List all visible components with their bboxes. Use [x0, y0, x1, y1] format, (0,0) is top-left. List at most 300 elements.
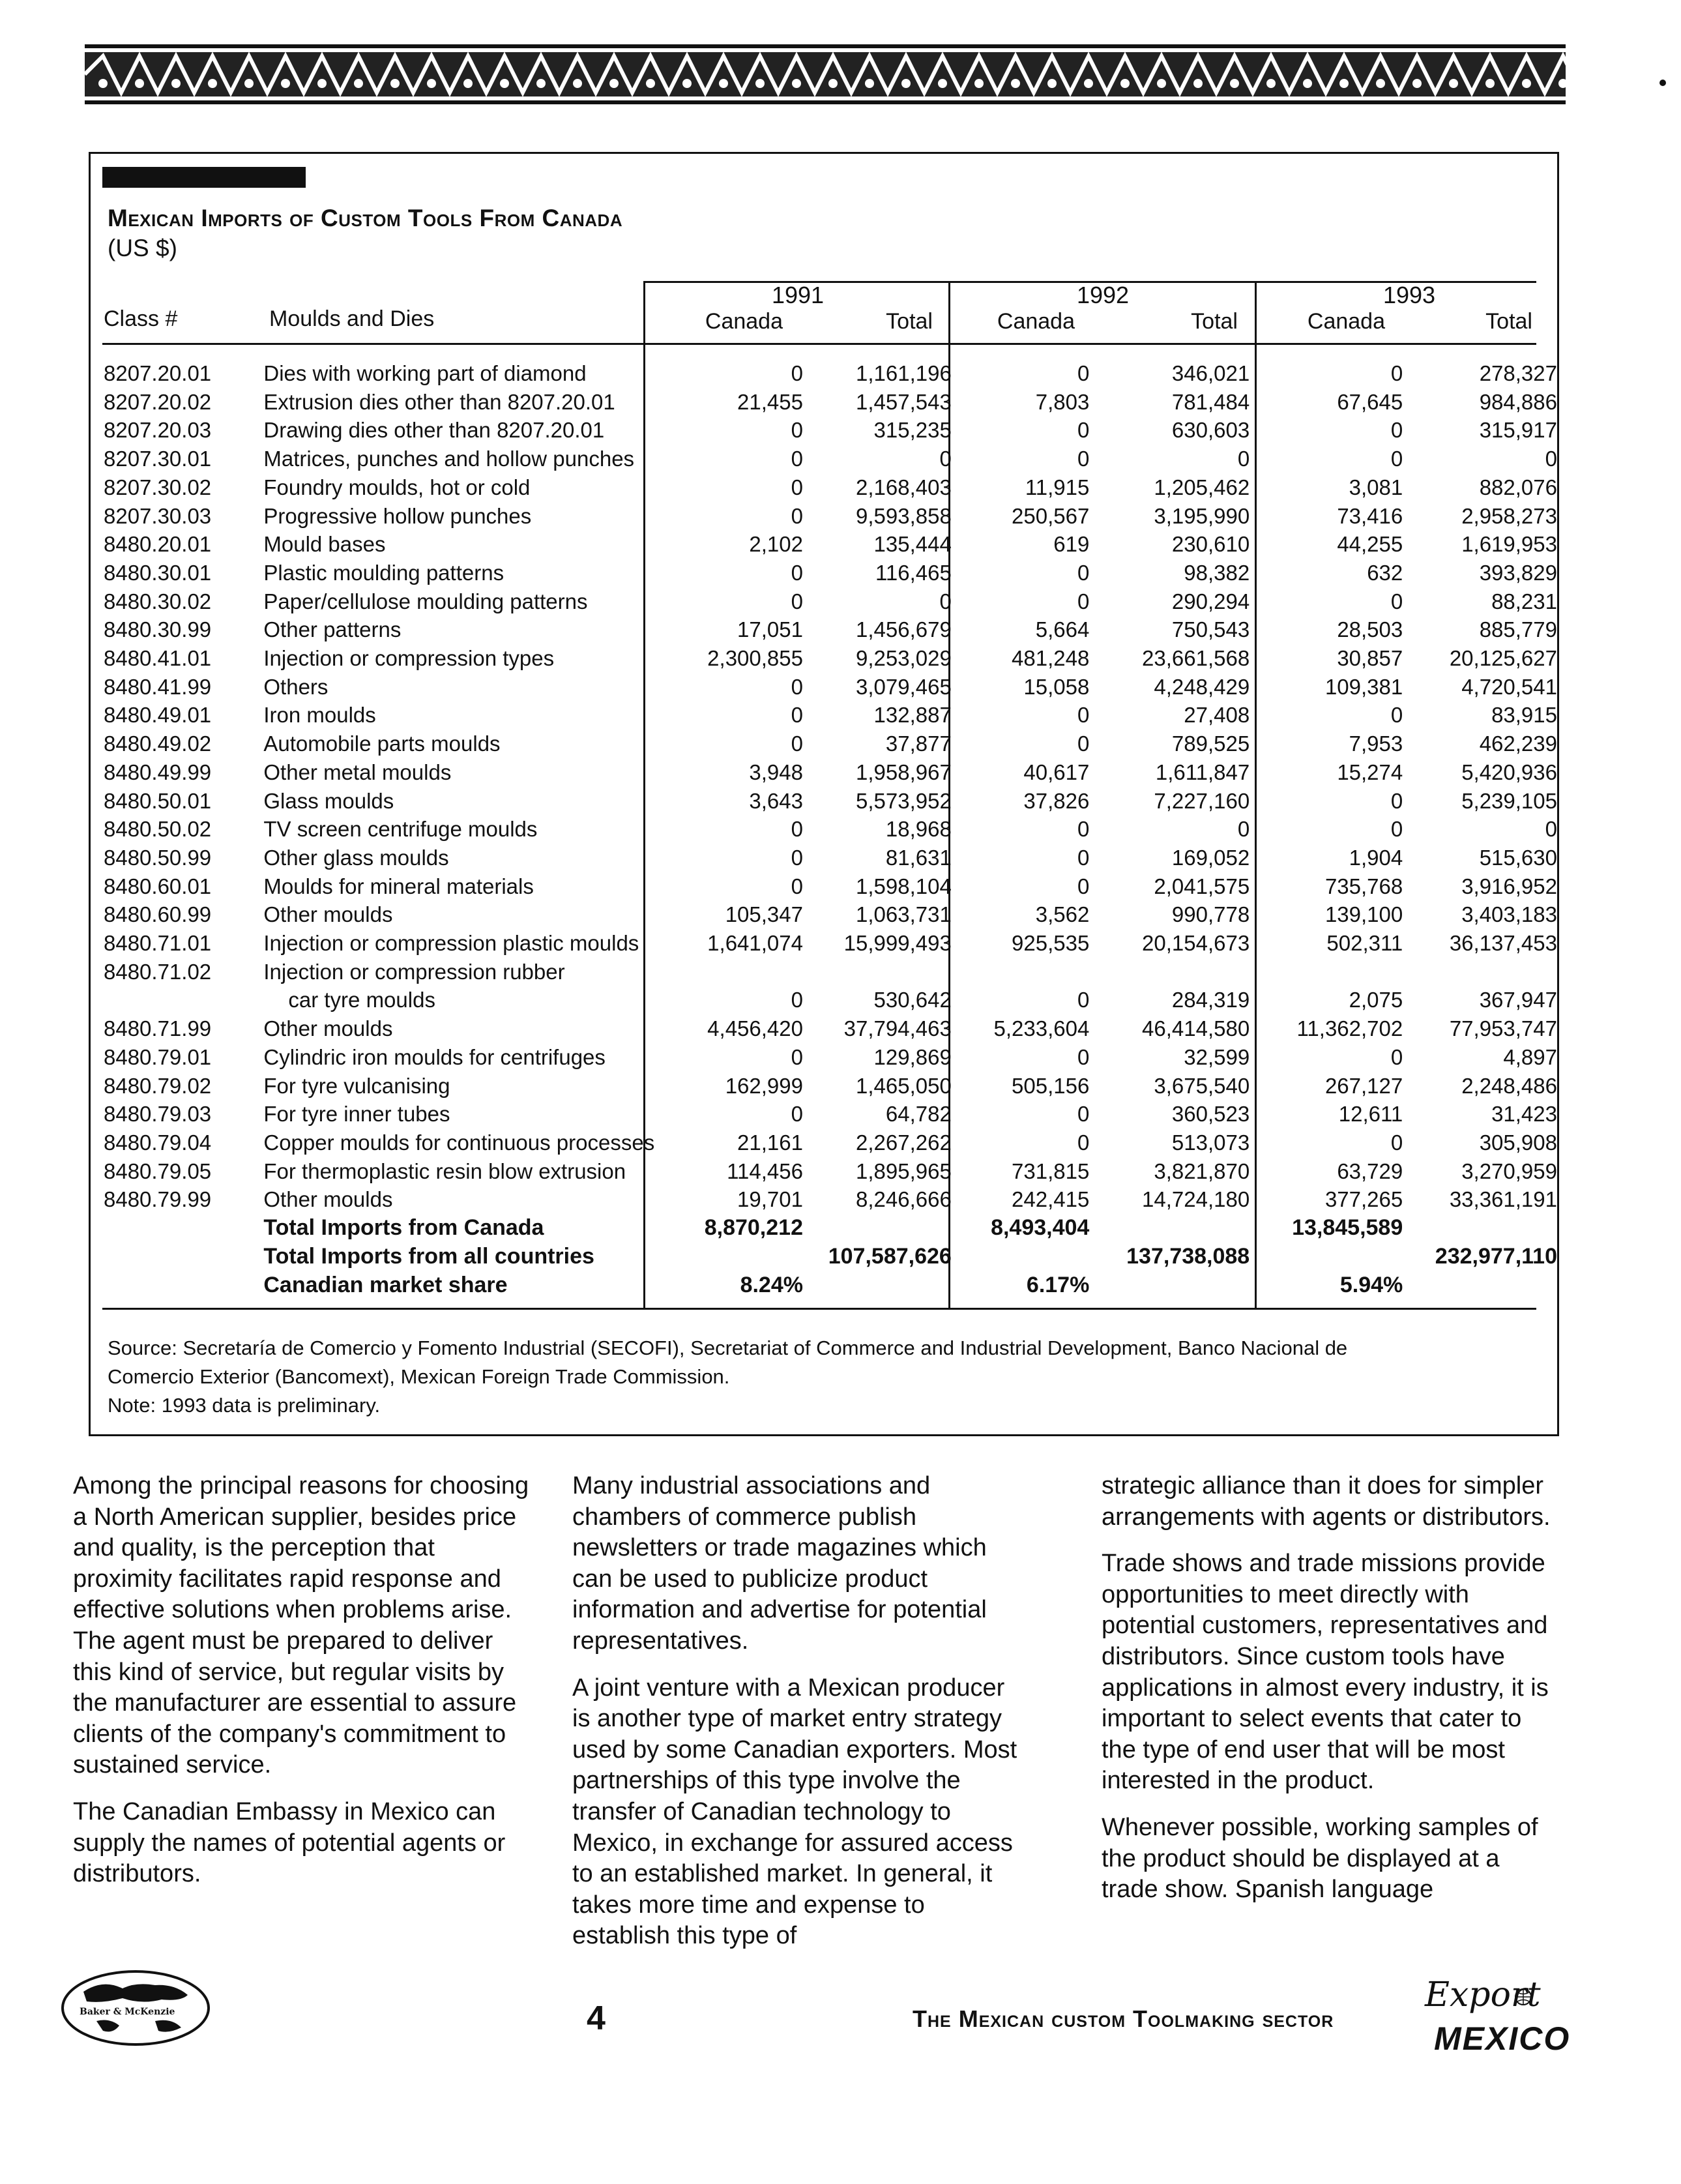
- table-row: [104, 1157, 1557, 1186]
- value-cell: 0: [791, 845, 803, 870]
- value-cell: 0: [1077, 845, 1090, 870]
- value-cell: 28,503: [1337, 617, 1403, 642]
- value-cell: 3,081: [1349, 475, 1403, 499]
- body-column-2: [572, 1471, 1029, 1968]
- body-column-3: [1102, 1471, 1558, 1921]
- value-cell: 0: [1390, 703, 1403, 728]
- description-cell: For thermoplastic resin blow extrusion: [263, 1158, 626, 1183]
- banner-dot: [1193, 79, 1203, 88]
- value-cell: 3,675,540: [1154, 1073, 1250, 1098]
- value-cell: 462,239: [1479, 731, 1557, 756]
- value-cell: 2,041,575: [1154, 874, 1250, 898]
- value-cell: 33,361,191: [1449, 1187, 1557, 1212]
- value-cell: 0: [1077, 1130, 1090, 1155]
- value-cell: 12,611: [1338, 1102, 1403, 1127]
- description-cell: Other moulds: [263, 1016, 393, 1041]
- footer-title: The Mexican custom Toolmaking sector: [913, 2005, 1334, 2032]
- value-cell: 735,768: [1324, 874, 1403, 898]
- value-cell: 36,137,453: [1449, 931, 1557, 956]
- value-cell: 250,567: [1012, 503, 1090, 528]
- banner-dot: [1047, 79, 1057, 88]
- class-number-cell: 8207.20.01: [104, 361, 212, 385]
- header-total-1991: Total: [886, 309, 933, 334]
- value-cell: 0: [1077, 1044, 1090, 1069]
- table-row: [104, 986, 1557, 1014]
- value-cell: 1,611,847: [1155, 760, 1250, 784]
- value-cell: 0: [791, 703, 803, 728]
- value-cell: 0: [1390, 817, 1403, 842]
- class-number-cell: 8480.71.01: [104, 931, 212, 956]
- value-cell: 63,729: [1337, 1158, 1403, 1183]
- description-cell: Progressive hollow punches: [263, 503, 532, 528]
- value-cell: 37,794,463: [843, 1016, 952, 1041]
- paragraph: A joint venture with a Mexican producer is another type of market entry strategy used by some Canadian exporters. Most partnerships of this type involve the transfer of Canadian technology to Mexico, in exchange for assured access to an established market. In general, it takes more time and expense to establish this type of: [572, 1674, 1017, 1950]
- table-row: [104, 1129, 1557, 1157]
- value-cell: 0: [1077, 447, 1090, 471]
- value-cell: 0: [1077, 1102, 1090, 1127]
- description-cell: Other moulds: [263, 1187, 393, 1212]
- class-number-cell: 8207.30.01: [104, 447, 212, 471]
- value-cell: 781,484: [1171, 389, 1250, 414]
- class-number-cell: [104, 986, 263, 1014]
- description-cell: Injection or compression types: [263, 646, 555, 671]
- value-cell: 116,465: [875, 560, 952, 585]
- value-cell: [1250, 958, 1403, 986]
- banner-dot: [938, 79, 947, 88]
- value-cell: 9,253,029: [856, 646, 952, 671]
- class-number-cell: 8480.71.99: [104, 1016, 212, 1041]
- export-logo-script: Export: [1425, 1975, 1541, 2014]
- banner-dot: [281, 79, 290, 88]
- class-number-cell: 8480.30.01: [104, 560, 212, 585]
- value-cell: 0: [791, 447, 803, 471]
- source-line-1: Source: Secretaría de Comercio y Fomento Industrial (SECOFI), Secretariat of Commerce and Industrial Development, Banco Nacional de: [108, 1336, 1348, 1359]
- value-cell: 230,610: [1171, 532, 1250, 557]
- value-cell: 0: [1077, 418, 1090, 443]
- class-number-cell: 8480.49.02: [104, 731, 212, 756]
- banner-dot: [244, 79, 254, 88]
- value-cell: 1,465,050: [856, 1073, 952, 1098]
- total-value-cell: [1403, 1214, 1557, 1243]
- value-cell: 1,641,074: [707, 931, 803, 956]
- table-row: [104, 615, 1557, 644]
- value-cell: 0: [1390, 1130, 1403, 1155]
- banner-dot: [573, 79, 582, 88]
- total-value-cell: [654, 1243, 803, 1271]
- value-cell: 7,953: [1349, 731, 1403, 756]
- total-value-cell: 8,870,212: [704, 1215, 803, 1241]
- class-number-cell: 8480.71.02: [104, 959, 212, 984]
- banner-dot: [1412, 79, 1422, 88]
- class-number-cell: 8480.79.99: [104, 1187, 212, 1212]
- value-cell: 0: [1237, 447, 1250, 471]
- header-total-1993: Total: [1485, 309, 1532, 334]
- value-cell: 5,233,604: [993, 1016, 1090, 1041]
- value-cell: 315,235: [873, 418, 952, 443]
- value-cell: 73,416: [1337, 503, 1403, 528]
- value-cell: 2,168,403: [856, 475, 952, 499]
- table-row: [104, 388, 1557, 417]
- empty-cell: [104, 1214, 263, 1243]
- value-cell: 18,968: [885, 817, 952, 842]
- value-cell: 0: [1390, 589, 1403, 613]
- value-cell: 346,021: [1171, 361, 1250, 385]
- banner-dot: [1376, 79, 1385, 88]
- banner-dot: [1266, 79, 1276, 88]
- value-cell: 481,248: [1012, 646, 1090, 671]
- value-cell: 83,915: [1491, 703, 1557, 728]
- table-row: [104, 815, 1557, 844]
- banner-dot: [755, 79, 765, 88]
- value-cell: 505,156: [1012, 1073, 1090, 1098]
- value-cell: 360,523: [1171, 1102, 1250, 1127]
- value-cell: 0: [1545, 817, 1557, 842]
- value-cell: 2,248,486: [1461, 1073, 1557, 1098]
- value-cell: 77,953,747: [1449, 1016, 1557, 1041]
- value-cell: 0: [791, 589, 803, 613]
- value-cell: 5,420,936: [1461, 760, 1557, 784]
- class-number-cell: 8480.79.02: [104, 1073, 212, 1098]
- value-cell: 1,063,731: [856, 902, 952, 927]
- value-cell: 114,456: [727, 1158, 803, 1183]
- total-row: [104, 1271, 1557, 1300]
- value-cell: 169,052: [1171, 845, 1250, 870]
- value-cell: 513,073: [1171, 1130, 1250, 1155]
- class-number-cell: 8480.49.01: [104, 703, 212, 728]
- banner-dot: [1485, 79, 1495, 88]
- value-cell: 925,535: [1012, 931, 1090, 956]
- value-cell: 4,720,541: [1461, 674, 1557, 699]
- year-1991: 1991: [771, 282, 825, 308]
- paragraph: Whenever possible, working samples of the product should be displayed at a trade show. Spanish language: [1102, 1813, 1538, 1904]
- table-row: [104, 644, 1557, 673]
- value-cell: 990,778: [1171, 902, 1250, 927]
- value-cell: 0: [1077, 703, 1090, 728]
- table-row: [104, 844, 1557, 872]
- description-cell: Mould bases: [263, 532, 386, 557]
- value-cell: 2,102: [749, 532, 803, 557]
- body-column-1: [73, 1471, 536, 1906]
- class-number-cell: 8480.60.01: [104, 874, 212, 898]
- description-cell: Foundry moulds, hot or cold: [263, 475, 531, 499]
- value-cell: 19,701: [737, 1187, 803, 1212]
- table-row: [104, 1043, 1557, 1072]
- value-cell: 0: [1077, 361, 1090, 385]
- class-number-cell: 8480.50.01: [104, 788, 212, 813]
- value-cell: 9,593,858: [856, 503, 952, 528]
- value-cell: 0: [791, 1102, 803, 1127]
- value-cell: 882,076: [1479, 475, 1557, 499]
- value-cell: 3,403,183: [1461, 902, 1557, 927]
- banner-dot: [1230, 79, 1239, 88]
- total-value-cell: [803, 1214, 952, 1243]
- value-cell: 132,887: [873, 703, 952, 728]
- banner-dot: [208, 79, 217, 88]
- banner-dot: [1120, 79, 1130, 88]
- total-label-cell: Canadian market share: [263, 1272, 508, 1297]
- value-cell: 1,598,104: [856, 874, 952, 898]
- value-cell: 0: [1237, 817, 1250, 842]
- description-cell: Cylindric iron moulds for centrifuges: [263, 1044, 606, 1069]
- value-cell: 21,455: [737, 389, 803, 414]
- total-value-cell: [1403, 1271, 1557, 1300]
- banner-dot: [390, 79, 400, 88]
- value-cell: 630,603: [1171, 418, 1250, 443]
- value-cell: 2,075: [1349, 988, 1403, 1012]
- total-value-cell: 8,493,404: [991, 1215, 1090, 1241]
- table-row: [104, 530, 1557, 559]
- value-cell: 1,619,953: [1461, 532, 1557, 557]
- empty-cell: [104, 1271, 263, 1300]
- value-cell: 139,100: [1324, 902, 1403, 927]
- banner-dot: [646, 79, 655, 88]
- speck: [1659, 80, 1666, 86]
- value-cell: 64,782: [885, 1102, 952, 1127]
- value-cell: 23,661,568: [1142, 646, 1250, 671]
- class-number-cell: 8480.30.99: [104, 617, 212, 642]
- total-value-cell: [1089, 1214, 1250, 1243]
- value-cell: 731,815: [1012, 1158, 1090, 1183]
- total-value-cell: 13,845,589: [1292, 1215, 1403, 1241]
- class-number-cell: 8207.20.02: [104, 389, 212, 414]
- banner-dot: [719, 79, 728, 88]
- table-row: [104, 445, 1557, 473]
- table-row: [104, 587, 1557, 616]
- value-cell: 0: [791, 475, 803, 499]
- value-cell: 0: [791, 503, 803, 528]
- description-cell: car tyre moulds: [288, 988, 435, 1012]
- class-number-cell: 8480.50.02: [104, 817, 212, 842]
- value-cell: 162,999: [725, 1073, 803, 1098]
- value-cell: 0: [1077, 589, 1090, 613]
- value-cell: 4,897: [1503, 1044, 1557, 1069]
- globe-icon: [1513, 1987, 1533, 2007]
- redaction-bar: [102, 167, 306, 188]
- banner-dot: [500, 79, 509, 88]
- description-cell: Other glass moulds: [263, 845, 449, 870]
- value-cell: 3,562: [1035, 902, 1090, 927]
- banner-dot: [427, 79, 436, 88]
- value-cell: 515,630: [1479, 845, 1557, 870]
- value-cell: 88,231: [1491, 589, 1557, 613]
- decorative-zigzag-banner: [85, 44, 1566, 104]
- value-cell: 242,415: [1012, 1187, 1090, 1212]
- class-number-cell: 8480.79.05: [104, 1158, 212, 1183]
- value-cell: 4,248,429: [1154, 674, 1250, 699]
- table-row: [104, 787, 1557, 816]
- value-cell: 15,058: [1023, 674, 1090, 699]
- paragraph: strategic alliance than it does for simpler arrangements with agents or distributors.: [1102, 1472, 1551, 1531]
- banner-dot: [865, 79, 874, 88]
- total-value-cell: [1089, 1271, 1250, 1300]
- value-cell: 3,948: [749, 760, 803, 784]
- value-cell: 0: [791, 674, 803, 699]
- table-row: [104, 900, 1557, 929]
- value-cell: 0: [939, 447, 952, 471]
- year-1992: 1992: [1076, 282, 1130, 308]
- value-cell: 129,869: [873, 1044, 952, 1069]
- value-cell: 315,917: [1479, 418, 1557, 443]
- total-row: [104, 1243, 1557, 1271]
- total-value-cell: [1250, 1243, 1403, 1271]
- value-cell: 81,631: [885, 845, 952, 870]
- value-cell: 267,127: [1324, 1073, 1403, 1098]
- value-cell: 11,915: [1025, 475, 1090, 499]
- description-cell: Others: [263, 674, 329, 699]
- description-cell: Paper/cellulose moulding patterns: [263, 589, 588, 613]
- export-logo-mexico: MEXICO: [1434, 2020, 1571, 2057]
- description-cell: Copper moulds for continuous processes: [263, 1130, 655, 1155]
- table-row: [104, 673, 1557, 701]
- value-cell: 0: [1077, 874, 1090, 898]
- banner-dot: [536, 79, 546, 88]
- class-number-cell: 8480.20.01: [104, 532, 212, 557]
- value-cell: 37,826: [1023, 788, 1090, 813]
- table-row: [104, 929, 1557, 958]
- banner-dot: [792, 79, 801, 88]
- description-cell: Plastic moulding patterns: [263, 560, 504, 585]
- banner-dot: [135, 79, 144, 88]
- value-cell: 15,999,493: [843, 931, 952, 956]
- value-cell: 105,347: [725, 902, 803, 927]
- value-cell: 3,916,952: [1461, 874, 1557, 898]
- header-canada-1992: Canada: [997, 309, 1075, 334]
- description-cell: For tyre vulcanising: [263, 1073, 450, 1098]
- value-cell: 2,267,262: [856, 1130, 952, 1155]
- value-cell: 7,803: [1035, 389, 1090, 414]
- value-cell: 2,958,273: [1461, 503, 1557, 528]
- value-cell: 0: [791, 874, 803, 898]
- value-cell: 40,617: [1023, 760, 1090, 784]
- value-cell: 367,947: [1479, 988, 1557, 1012]
- value-cell: 789,525: [1171, 731, 1250, 756]
- value-cell: 15,274: [1337, 760, 1403, 784]
- value-cell: [654, 958, 803, 986]
- total-value-cell: 5.94%: [1339, 1272, 1403, 1297]
- value-cell: 0: [791, 817, 803, 842]
- value-cell: 1,205,462: [1154, 475, 1250, 499]
- class-number-cell: 8207.30.02: [104, 475, 212, 499]
- value-cell: 1,456,679: [856, 617, 952, 642]
- value-cell: [803, 958, 952, 986]
- value-cell: 7,227,160: [1154, 788, 1250, 813]
- description-cell: Other patterns: [263, 617, 402, 642]
- value-cell: 0: [791, 418, 803, 443]
- paragraph: Trade shows and trade missions provide opportunities to meet directly with potential customers, representatives and distributors. Since custom tools have applications in almost every industry, it is important to select events that cater to the type of end user that will be most interested in the product.: [1102, 1550, 1549, 1795]
- description-cell: Injection or compression rubber: [263, 959, 565, 984]
- value-cell: 2,300,855: [707, 646, 803, 671]
- class-number-cell: 8480.60.99: [104, 902, 212, 927]
- value-cell: 0: [1390, 418, 1403, 443]
- value-cell: 0: [1077, 817, 1090, 842]
- banner-dot: [974, 79, 984, 88]
- value-cell: 1,958,967: [856, 760, 952, 784]
- value-cell: 284,319: [1171, 988, 1250, 1012]
- banner-dot: [901, 79, 911, 88]
- value-cell: 0: [791, 361, 803, 385]
- value-cell: 3,079,465: [856, 674, 952, 699]
- value-cell: 0: [791, 1044, 803, 1069]
- banner-dot: [317, 79, 327, 88]
- header-class: Class #: [104, 306, 178, 331]
- banner-dot: [354, 79, 363, 88]
- value-cell: 0: [1390, 361, 1403, 385]
- empty-cell: [104, 1243, 263, 1271]
- logo-left-text: Baker & McKenzie: [80, 2007, 175, 2017]
- value-cell: 750,543: [1171, 617, 1250, 642]
- value-cell: 135,444: [873, 532, 952, 557]
- table-title: Mexican Imports of Custom Tools From Canada: [108, 205, 623, 231]
- banner-dot: [1522, 79, 1531, 88]
- table-row: [104, 1014, 1557, 1043]
- total-value-cell: 8.24%: [740, 1272, 803, 1297]
- value-cell: 632: [1367, 560, 1403, 585]
- value-cell: 0: [939, 589, 952, 613]
- value-cell: 502,311: [1326, 931, 1403, 956]
- table-row: [104, 758, 1557, 787]
- banner-dot: [1084, 79, 1093, 88]
- source-line-2: Comercio Exterior (Bancomext), Mexican Foreign Trade Commission.: [108, 1365, 730, 1388]
- value-cell: 32,599: [1184, 1044, 1250, 1069]
- table-row: [104, 559, 1557, 587]
- value-cell: 46,414,580: [1142, 1016, 1250, 1041]
- value-cell: 17,051: [737, 617, 803, 642]
- description-cell: Automobile parts moulds: [263, 731, 501, 756]
- table-unit: (US $): [108, 235, 177, 261]
- table-row: [104, 473, 1557, 502]
- banner-dot: [828, 79, 838, 88]
- total-value-cell: [952, 1243, 1090, 1271]
- description-cell: Injection or compression plastic moulds: [263, 931, 639, 956]
- value-cell: 290,294: [1171, 589, 1250, 613]
- class-number-cell: 8480.41.01: [104, 646, 212, 671]
- table-row: [104, 701, 1557, 730]
- description-cell: Glass moulds: [263, 788, 394, 813]
- value-cell: 20,154,673: [1142, 931, 1250, 956]
- table-row: [104, 730, 1557, 758]
- class-number-cell: 8480.30.02: [104, 589, 212, 613]
- table-row: [104, 872, 1557, 901]
- description-cell: For tyre inner tubes: [263, 1102, 450, 1127]
- value-cell: 1,895,965: [856, 1158, 952, 1183]
- value-cell: 31,423: [1491, 1102, 1557, 1127]
- class-number-cell: 8480.41.99: [104, 674, 212, 699]
- value-cell: 67,645: [1337, 389, 1403, 414]
- banner-dot: [1339, 79, 1349, 88]
- value-cell: [952, 958, 1090, 986]
- value-cell: 1,904: [1349, 845, 1403, 870]
- value-cell: 37,877: [885, 731, 952, 756]
- description-cell: Other metal moulds: [263, 760, 452, 784]
- description-cell: TV screen centrifuge moulds: [263, 817, 538, 842]
- value-cell: 5,664: [1035, 617, 1090, 642]
- value-cell: 20,125,627: [1449, 646, 1557, 671]
- total-value-cell: [803, 1271, 952, 1300]
- class-number-cell: 8480.79.01: [104, 1044, 212, 1069]
- value-cell: 619: [1053, 532, 1090, 557]
- page-number: 4: [587, 2000, 606, 2037]
- value-cell: 8,246,666: [856, 1187, 952, 1212]
- value-cell: 109,381: [1324, 674, 1403, 699]
- imports-data-table: [104, 359, 1557, 1299]
- paragraph: Among the principal reasons for choosing a North American supplier, besides price and quality, is the perception that proximity facilitates rapid response and effective solutions when problems arise. The agent must be prepared to deliver this kind of service, but regular visits by the manufacturer are essential to assure clients of the company's commitment to sustained service.: [73, 1472, 529, 1779]
- value-cell: 1,457,543: [856, 389, 952, 414]
- total-value-cell: 107,587,626: [828, 1243, 952, 1269]
- header-canada-1991: Canada: [705, 309, 783, 334]
- value-cell: 30,857: [1337, 646, 1403, 671]
- table-row: [104, 416, 1557, 445]
- total-value-cell: 137,738,088: [1126, 1243, 1250, 1269]
